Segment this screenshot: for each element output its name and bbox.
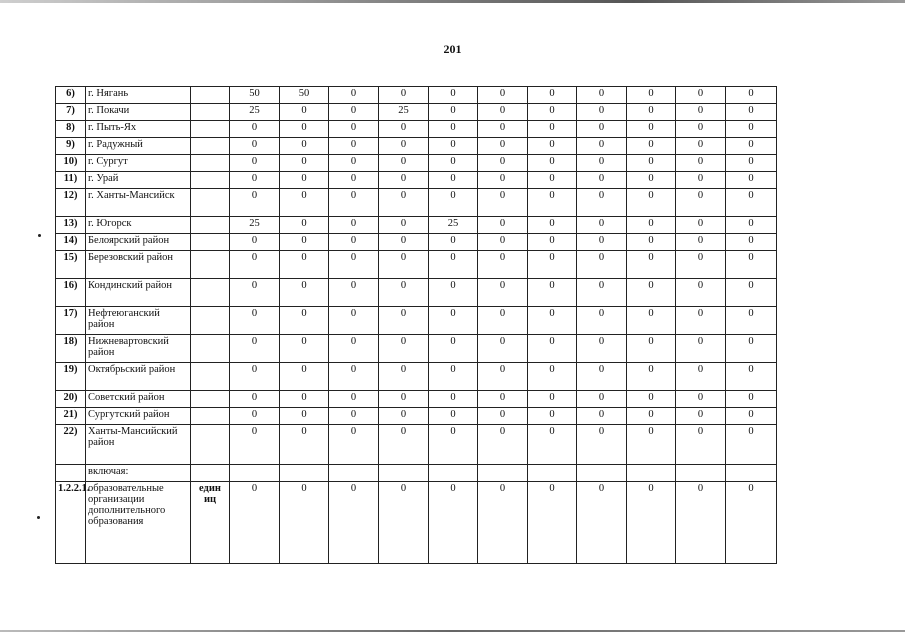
value-cell: 0 (627, 335, 676, 363)
value-cell: 0 (627, 251, 676, 279)
value-cell: 0 (379, 307, 429, 335)
value-cell: 0 (726, 408, 777, 425)
row-number: 18) (56, 335, 86, 363)
value-cell: 0 (280, 104, 329, 121)
row-unit: един иц (191, 482, 230, 564)
table-row (56, 482, 777, 564)
value-cell: 0 (627, 391, 676, 408)
table-row (56, 155, 777, 172)
value-cell: 0 (676, 335, 726, 363)
row-unit (191, 279, 230, 307)
value-cell: 0 (676, 138, 726, 155)
value-cell: 0 (478, 87, 528, 104)
value-cell: 0 (577, 138, 627, 155)
value-cell: 0 (379, 363, 429, 391)
row-number: 11) (56, 172, 86, 189)
row-name: Советский район (86, 391, 191, 408)
value-cell: 0 (726, 217, 777, 234)
row-unit (191, 425, 230, 465)
row-number: 16) (56, 279, 86, 307)
value-cell: 0 (627, 425, 676, 465)
value-cell: 0 (577, 87, 627, 104)
value-cell: 0 (676, 251, 726, 279)
row-unit (191, 335, 230, 363)
value-cell: 0 (577, 408, 627, 425)
table-row (56, 279, 777, 307)
row-name: г. Сургут (86, 155, 191, 172)
value-cell: 0 (230, 408, 280, 425)
value-cell: 0 (627, 279, 676, 307)
value-cell: 0 (577, 425, 627, 465)
value-cell (478, 465, 528, 482)
value-cell: 0 (478, 307, 528, 335)
row-name: Нижневартовский район (86, 335, 191, 363)
value-cell: 50 (230, 87, 280, 104)
row-name: Белоярский район (86, 234, 191, 251)
row-name: г. Ханты-Мансийск (86, 189, 191, 217)
value-cell: 0 (676, 155, 726, 172)
value-cell: 0 (379, 217, 429, 234)
value-cell: 0 (478, 138, 528, 155)
value-cell: 0 (230, 251, 280, 279)
value-cell: 0 (528, 104, 577, 121)
scan-edge-top (0, 0, 905, 3)
row-name: Березовский район (86, 251, 191, 279)
value-cell: 0 (627, 189, 676, 217)
value-cell: 0 (379, 172, 429, 189)
value-cell: 0 (726, 87, 777, 104)
value-cell: 0 (528, 172, 577, 189)
value-cell: 0 (379, 138, 429, 155)
value-cell (429, 465, 478, 482)
value-cell: 0 (528, 234, 577, 251)
value-cell: 0 (478, 155, 528, 172)
row-unit (191, 391, 230, 408)
table-row (56, 189, 777, 217)
value-cell: 0 (528, 138, 577, 155)
table-row (56, 138, 777, 155)
value-cell: 0 (230, 391, 280, 408)
row-number: 8) (56, 121, 86, 138)
row-number: 22) (56, 425, 86, 465)
row-number: 10) (56, 155, 86, 172)
row-number: 9) (56, 138, 86, 155)
value-cell: 0 (230, 234, 280, 251)
value-cell: 0 (627, 234, 676, 251)
value-cell: 0 (280, 172, 329, 189)
value-cell: 0 (478, 104, 528, 121)
row-number: 14) (56, 234, 86, 251)
row-name: г. Нягань (86, 87, 191, 104)
value-cell: 0 (627, 363, 676, 391)
value-cell: 0 (230, 363, 280, 391)
value-cell: 0 (329, 408, 379, 425)
value-cell: 0 (577, 307, 627, 335)
value-cell: 0 (726, 189, 777, 217)
value-cell: 0 (627, 104, 676, 121)
value-cell: 0 (429, 104, 478, 121)
row-unit (191, 307, 230, 335)
value-cell (627, 465, 676, 482)
value-cell: 0 (627, 172, 676, 189)
value-cell: 0 (577, 482, 627, 564)
value-cell (280, 465, 329, 482)
value-cell: 0 (280, 391, 329, 408)
row-unit (191, 465, 230, 482)
value-cell: 0 (528, 307, 577, 335)
value-cell: 0 (429, 425, 478, 465)
value-cell: 0 (280, 363, 329, 391)
value-cell: 0 (429, 155, 478, 172)
value-cell: 0 (528, 87, 577, 104)
value-cell: 0 (676, 307, 726, 335)
table-row (56, 335, 777, 363)
value-cell: 0 (379, 189, 429, 217)
value-cell: 0 (329, 155, 379, 172)
value-cell: 0 (676, 279, 726, 307)
value-cell: 0 (478, 279, 528, 307)
value-cell: 0 (478, 408, 528, 425)
value-cell: 0 (478, 234, 528, 251)
value-cell: 0 (726, 138, 777, 155)
row-number: 19) (56, 363, 86, 391)
value-cell: 0 (429, 482, 478, 564)
row-unit (191, 155, 230, 172)
row-name: Ханты-Мансийский район (86, 425, 191, 465)
value-cell: 0 (379, 121, 429, 138)
value-cell (528, 465, 577, 482)
value-cell: 0 (478, 482, 528, 564)
value-cell: 0 (280, 482, 329, 564)
value-cell: 0 (627, 87, 676, 104)
value-cell: 0 (329, 189, 379, 217)
value-cell: 0 (230, 172, 280, 189)
row-unit (191, 363, 230, 391)
value-cell: 0 (329, 391, 379, 408)
table-row (56, 307, 777, 335)
row-name: Октябрьский район (86, 363, 191, 391)
value-cell: 0 (726, 391, 777, 408)
value-cell (726, 465, 777, 482)
value-cell: 0 (528, 251, 577, 279)
value-cell: 0 (478, 391, 528, 408)
table-row (56, 391, 777, 408)
value-cell: 50 (280, 87, 329, 104)
value-cell: 0 (280, 189, 329, 217)
value-cell: 0 (429, 172, 478, 189)
value-cell: 0 (577, 279, 627, 307)
value-cell: 0 (676, 425, 726, 465)
row-name: г. Покачи (86, 104, 191, 121)
row-unit (191, 104, 230, 121)
value-cell: 0 (726, 104, 777, 121)
value-cell: 0 (627, 217, 676, 234)
row-number (56, 465, 86, 482)
value-cell: 0 (230, 307, 280, 335)
value-cell: 0 (528, 121, 577, 138)
value-cell: 0 (379, 391, 429, 408)
value-cell: 0 (329, 307, 379, 335)
value-cell: 0 (726, 307, 777, 335)
value-cell: 0 (280, 279, 329, 307)
value-cell: 0 (726, 279, 777, 307)
value-cell: 0 (676, 104, 726, 121)
value-cell: 0 (577, 121, 627, 138)
value-cell: 0 (726, 335, 777, 363)
value-cell: 0 (329, 138, 379, 155)
value-cell: 0 (577, 363, 627, 391)
value-cell: 0 (429, 391, 478, 408)
row-number: 21) (56, 408, 86, 425)
value-cell: 0 (429, 363, 478, 391)
value-cell: 0 (676, 189, 726, 217)
value-cell: 0 (329, 279, 379, 307)
value-cell: 0 (329, 234, 379, 251)
table-row (56, 234, 777, 251)
row-name: г. Югорск (86, 217, 191, 234)
value-cell: 0 (429, 121, 478, 138)
value-cell: 0 (726, 234, 777, 251)
value-cell: 0 (577, 104, 627, 121)
table-row (56, 408, 777, 425)
value-cell: 0 (379, 155, 429, 172)
value-cell: 0 (329, 104, 379, 121)
row-number: 7) (56, 104, 86, 121)
value-cell: 0 (726, 482, 777, 564)
value-cell: 0 (528, 279, 577, 307)
value-cell: 0 (478, 425, 528, 465)
value-cell: 0 (429, 335, 478, 363)
value-cell: 0 (577, 251, 627, 279)
table-row (56, 104, 777, 121)
scan-speck (38, 234, 41, 237)
table-row (56, 363, 777, 391)
row-number: 1.2.2.1. (56, 482, 86, 564)
row-number: 15) (56, 251, 86, 279)
value-cell: 0 (379, 234, 429, 251)
row-name: включая: (86, 465, 191, 482)
row-number: 12) (56, 189, 86, 217)
value-cell: 0 (627, 408, 676, 425)
value-cell: 0 (329, 425, 379, 465)
value-cell: 0 (230, 335, 280, 363)
value-cell: 0 (230, 425, 280, 465)
scan-speck (37, 516, 40, 519)
value-cell: 25 (429, 217, 478, 234)
value-cell: 0 (577, 217, 627, 234)
value-cell: 0 (528, 155, 577, 172)
value-cell: 0 (280, 425, 329, 465)
table-row (56, 172, 777, 189)
row-name: г. Урай (86, 172, 191, 189)
value-cell (230, 465, 280, 482)
row-number: 6) (56, 87, 86, 104)
row-unit (191, 87, 230, 104)
table-row (56, 87, 777, 104)
row-name: Кондинский район (86, 279, 191, 307)
value-cell: 0 (627, 482, 676, 564)
row-number: 13) (56, 217, 86, 234)
value-cell: 0 (676, 172, 726, 189)
value-cell: 0 (478, 172, 528, 189)
value-cell: 0 (726, 121, 777, 138)
value-cell: 0 (329, 87, 379, 104)
value-cell (379, 465, 429, 482)
value-cell: 0 (429, 307, 478, 335)
value-cell: 0 (528, 189, 577, 217)
value-cell: 0 (676, 234, 726, 251)
value-cell: 0 (230, 279, 280, 307)
row-unit (191, 172, 230, 189)
value-cell: 0 (577, 155, 627, 172)
value-cell: 0 (676, 363, 726, 391)
value-cell: 0 (329, 251, 379, 279)
row-name: Сургутский район (86, 408, 191, 425)
value-cell (676, 465, 726, 482)
value-cell: 0 (429, 138, 478, 155)
value-cell: 0 (676, 87, 726, 104)
value-cell: 0 (230, 121, 280, 138)
value-cell: 0 (478, 189, 528, 217)
value-cell (577, 465, 627, 482)
row-number: 17) (56, 307, 86, 335)
value-cell: 0 (379, 335, 429, 363)
value-cell: 0 (280, 217, 329, 234)
value-cell: 0 (726, 363, 777, 391)
value-cell: 0 (230, 482, 280, 564)
value-cell: 25 (230, 217, 280, 234)
value-cell: 25 (230, 104, 280, 121)
value-cell: 0 (379, 408, 429, 425)
value-cell: 0 (528, 425, 577, 465)
row-unit (191, 408, 230, 425)
row-unit (191, 121, 230, 138)
value-cell: 0 (429, 87, 478, 104)
row-unit (191, 189, 230, 217)
value-cell: 0 (627, 155, 676, 172)
value-cell: 0 (676, 217, 726, 234)
value-cell: 0 (280, 121, 329, 138)
value-cell (329, 465, 379, 482)
value-cell: 25 (379, 104, 429, 121)
value-cell: 0 (528, 363, 577, 391)
value-cell: 0 (627, 138, 676, 155)
value-cell: 0 (230, 155, 280, 172)
value-cell: 0 (280, 138, 329, 155)
value-cell: 0 (379, 425, 429, 465)
value-cell: 0 (429, 189, 478, 217)
row-name: г. Радужный (86, 138, 191, 155)
value-cell: 0 (577, 189, 627, 217)
value-cell: 0 (478, 251, 528, 279)
table-row (56, 465, 777, 482)
value-cell: 0 (528, 482, 577, 564)
value-cell: 0 (726, 251, 777, 279)
value-cell: 0 (429, 279, 478, 307)
value-cell: 0 (230, 189, 280, 217)
value-cell: 0 (429, 234, 478, 251)
table-row (56, 121, 777, 138)
value-cell: 0 (478, 121, 528, 138)
value-cell: 0 (676, 391, 726, 408)
value-cell: 0 (280, 408, 329, 425)
value-cell: 0 (726, 155, 777, 172)
value-cell: 0 (676, 121, 726, 138)
value-cell: 0 (627, 307, 676, 335)
table-row (56, 425, 777, 465)
data-table (55, 86, 777, 564)
value-cell: 0 (429, 251, 478, 279)
value-cell: 0 (478, 217, 528, 234)
value-cell: 0 (329, 172, 379, 189)
row-unit (191, 251, 230, 279)
value-cell: 0 (329, 482, 379, 564)
value-cell: 0 (676, 482, 726, 564)
value-cell: 0 (676, 408, 726, 425)
row-name: образовательные организации дополнительного образования (86, 482, 191, 564)
value-cell: 0 (329, 217, 379, 234)
value-cell: 0 (478, 363, 528, 391)
value-cell: 0 (280, 234, 329, 251)
page-number: 201 (443, 42, 462, 56)
value-cell: 0 (726, 425, 777, 465)
value-cell: 0 (528, 391, 577, 408)
value-cell: 0 (329, 121, 379, 138)
value-cell: 0 (528, 408, 577, 425)
value-cell: 0 (726, 172, 777, 189)
value-cell: 0 (329, 335, 379, 363)
value-cell: 0 (280, 335, 329, 363)
value-cell: 0 (577, 391, 627, 408)
value-cell: 0 (280, 251, 329, 279)
value-cell: 0 (528, 335, 577, 363)
value-cell: 0 (329, 363, 379, 391)
row-name: г. Пыть-Ях (86, 121, 191, 138)
scan-edge-bottom (0, 630, 905, 632)
value-cell: 0 (379, 251, 429, 279)
value-cell: 0 (577, 335, 627, 363)
value-cell: 0 (429, 408, 478, 425)
table-row (56, 251, 777, 279)
value-cell: 0 (627, 121, 676, 138)
value-cell: 0 (478, 335, 528, 363)
row-unit (191, 217, 230, 234)
row-unit (191, 138, 230, 155)
value-cell: 0 (528, 217, 577, 234)
value-cell: 0 (577, 234, 627, 251)
row-name: Нефтеюганский район (86, 307, 191, 335)
value-cell: 0 (577, 172, 627, 189)
value-cell: 0 (379, 482, 429, 564)
table-row (56, 217, 777, 234)
row-unit (191, 234, 230, 251)
value-cell: 0 (230, 138, 280, 155)
row-number: 20) (56, 391, 86, 408)
value-cell: 0 (280, 155, 329, 172)
value-cell: 0 (280, 307, 329, 335)
value-cell: 0 (379, 87, 429, 104)
value-cell: 0 (379, 279, 429, 307)
